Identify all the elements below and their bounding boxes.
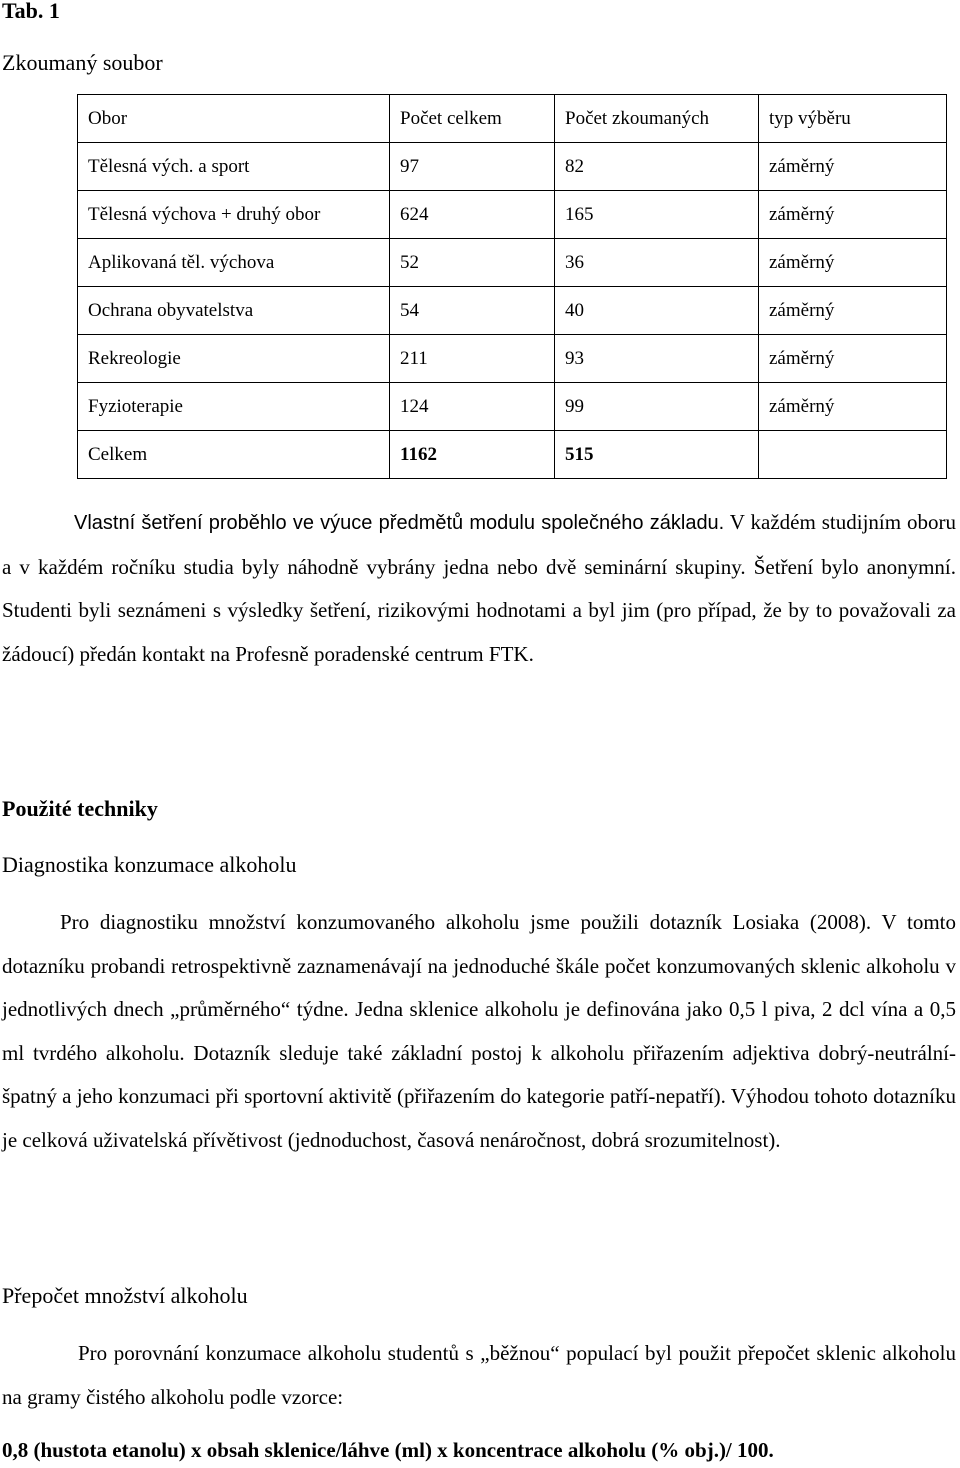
table-cell: 165 [555, 191, 759, 239]
table-cell: Tělesná výchova + druhý obor [78, 191, 390, 239]
total-cell: 515 [555, 431, 759, 479]
table-cell: 97 [390, 143, 555, 191]
table-total-row [78, 431, 947, 479]
section-heading: Použité techniky [2, 796, 158, 821]
table-cell: záměrný [759, 383, 947, 431]
table-cell: 624 [390, 191, 555, 239]
table-caption: Zkoumaný soubor [2, 50, 163, 75]
subheading-conversion: Přepočet množství alkoholu [2, 1283, 248, 1308]
total-cell: 1162 [390, 431, 555, 479]
table-cell: Fyzioterapie [78, 383, 390, 431]
table-row [78, 239, 947, 287]
table-cell: Rekreologie [78, 335, 390, 383]
paragraph-body: V každém studijním oboru a v každém ročníku studia byly náhodně vybrány jedna nebo dvě seminární skupiny. Šetření bylo anonymní. Studenti byli seznámeni s výsledky šetření, rizikovými hodnotami a byl jim (pro případ, že by to považovali za žádoucí) předán kontakt na Profesně poradenské centrum FTK. [2, 510, 956, 666]
table-cell: záměrný [759, 191, 947, 239]
formula: 0,8 (hustota etanolu) x obsah sklenice/láhve (ml) x koncentrace alkoholu (% obj.)/ 100. [2, 1438, 774, 1462]
table-row [78, 287, 947, 335]
paragraph-conversion: Pro porovnání konzumace alkoholu studentů s „běžnou“ populací byl použit přepočet sklenic alkoholu na gramy čistého alkoholu podle vzorce: [2, 1341, 956, 1409]
table-cell: 99 [555, 383, 759, 431]
table-cell: Tělesná vých. a sport [78, 143, 390, 191]
header-cell: Počet celkem [390, 95, 555, 143]
table-cell: 124 [390, 383, 555, 431]
table-label: Tab. 1 [2, 0, 60, 23]
table-cell: 54 [390, 287, 555, 335]
total-label-cell: Celkem [78, 431, 390, 479]
table-cell: Aplikovaná těl. výchova [78, 239, 390, 287]
header-cell: Obor [78, 95, 390, 143]
table-cell: záměrný [759, 143, 947, 191]
paragraph-sample-description [2, 501, 956, 676]
header-cell: Počet zkoumaných [555, 95, 759, 143]
table-cell: záměrný [759, 239, 947, 287]
table-cell: záměrný [759, 335, 947, 383]
table-row [78, 383, 947, 431]
table-cell: 52 [390, 239, 555, 287]
sample-table [77, 94, 947, 479]
header-cell: typ výběru [759, 95, 947, 143]
table-row [78, 191, 947, 239]
table-header-row [78, 95, 947, 143]
table-cell: 211 [390, 335, 555, 383]
table-cell: 82 [555, 143, 759, 191]
total-cell-empty [759, 431, 947, 479]
table-cell: 93 [555, 335, 759, 383]
subheading-diagnostics: Diagnostika konzumace alkoholu [2, 852, 297, 877]
table-row [78, 143, 947, 191]
table-cell: Ochrana obyvatelstva [78, 287, 390, 335]
paragraph-diagnostics: Pro diagnostiku množství konzumovaného alkoholu jsme použili dotazník Losiaka (2008). V tomto dotazníku probandi retrospektivně zaznamenávají na jednoduché škále počet konzumovaných sklenic alkoholu v jednotlivých dnech „průměrného“ týdne. Jedna sklenice alkoholu je definována jako 0,5 l piva, 2 dcl vína a 0,5 ml tvrdého alkoholu. Dotazník sleduje také základní postoj k alkoholu přiřazením adjektiva dobrý-neutrální-špatný a jeho konzumaci při sportovní aktivitě (přiřazením do kategorie patří-nepatří). Výhodou tohoto dotazníku je celková uživatelská přívětivost (jednoduchost, časová nenáročnost, dobrá srozumitelnost). [2, 910, 956, 1152]
table-cell: 40 [555, 287, 759, 335]
paragraph-lead: Vlastní šetření proběhlo ve výuce předmětů modulu společného základu. [74, 512, 725, 534]
table-row [78, 335, 947, 383]
table-cell: 36 [555, 239, 759, 287]
table-cell: záměrný [759, 287, 947, 335]
